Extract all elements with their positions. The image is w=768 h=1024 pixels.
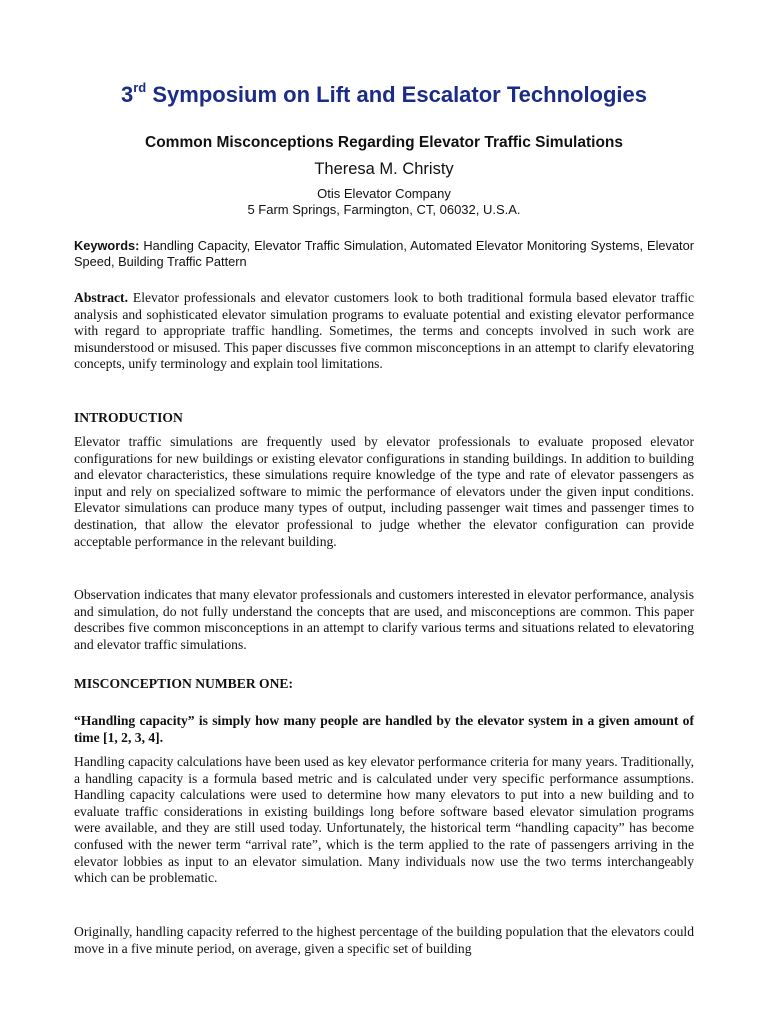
conference-ordinal-suffix: rd [133,80,147,95]
affiliation-company: Otis Elevator Company [317,186,451,201]
affiliation [0,186,768,218]
author-name: Theresa M. Christy [314,160,454,178]
paper-title: Common Misconceptions Regarding Elevator Traffic Simulations [145,134,623,151]
conference-title [0,80,768,108]
misconception-one-heading: MISCONCEPTION NUMBER ONE: [74,676,294,691]
keywords-label: Keywords: [74,238,140,253]
abstract-text: Elevator professionals and elevator customers look to both traditional formula based elevator traffic analysis and sophisticated elevator simulation programs to evaluate potential and existing elevator performance with regard to appropriate traffic handling. Sometimes, the terms and concepts involved in such work are misunderstood or misused. This paper discusses five common misconceptions in an attempt to clarify elevatoring concepts, unify terminology and explain tool limitations. [74,290,694,372]
misconception-one-paragraph-1: Handling capacity calculations have been used as key elevator performance criteria for many years. Traditionally, a handling capacity is a formula based metric and is calculated under very specific performance assumptions. Handling capacity calculations were used to determine how many elevators to put into a new building and to evaluate traffic considerations in existing buildings long before software based elevator simulation programs were available, and they are still used today. Unfortunately, the historical term “handling capacity” has become confused with the newer term “arrival rate”, which is the term applied to the rate of passengers arriving in the elevator lobbies as input to an elevator simulation. Many individuals now use the two terms interchangeably which can be problematic. [74,754,694,886]
misconception-one-statement: “Handling capacity” is simply how many people are handled by the elevator system in a given amount of time [1, 2, 3, 4]. [74,713,694,745]
introduction-heading: INTRODUCTION [74,410,183,425]
keywords-paragraph [74,238,694,269]
abstract-label: Abstract. [74,290,128,305]
introduction-paragraph-2: Observation indicates that many elevator professionals and customers interested in elevator performance, analysis and simulation, do not fully understand the concepts that are used, and misconceptions are common. This paper describes five common misconceptions in an attempt to clarify various terms and situations related to elevatoring and elevator traffic simulations. [74,587,694,652]
introduction-paragraph-1: Elevator traffic simulations are frequently used by elevator professionals to evaluate proposed elevator configurations for new buildings or existing elevator configurations in standing buildings. In addition to building and elevator characteristics, these simulations require knowledge of the type and rate of elevator passengers as input and rely on specialized software to mimic the performance of elevators under the given input conditions. Elevator simulations can produce many types of output, including passenger wait times and passenger times to destination, that allow the elevator professional to judge whether the elevator configuration can provide acceptable performance in the relevant building. [74,434,694,549]
affiliation-address: 5 Farm Springs, Farmington, CT, 06032, U.S.A. [247,202,521,217]
conference-title-text: Symposium on Lift and Escalator Technologies [146,82,648,107]
keywords-text: Handling Capacity, Elevator Traffic Simulation, Automated Elevator Monitoring Systems, Elevator Speed, Building Traffic Pattern [74,238,694,269]
conference-ordinal: 3 [120,82,134,107]
abstract-paragraph [74,290,694,373]
misconception-one-paragraph-2: Originally, handling capacity referred to the highest percentage of the building population that the elevators could move in a five minute period, on average, given a specific set of building [74,924,694,956]
